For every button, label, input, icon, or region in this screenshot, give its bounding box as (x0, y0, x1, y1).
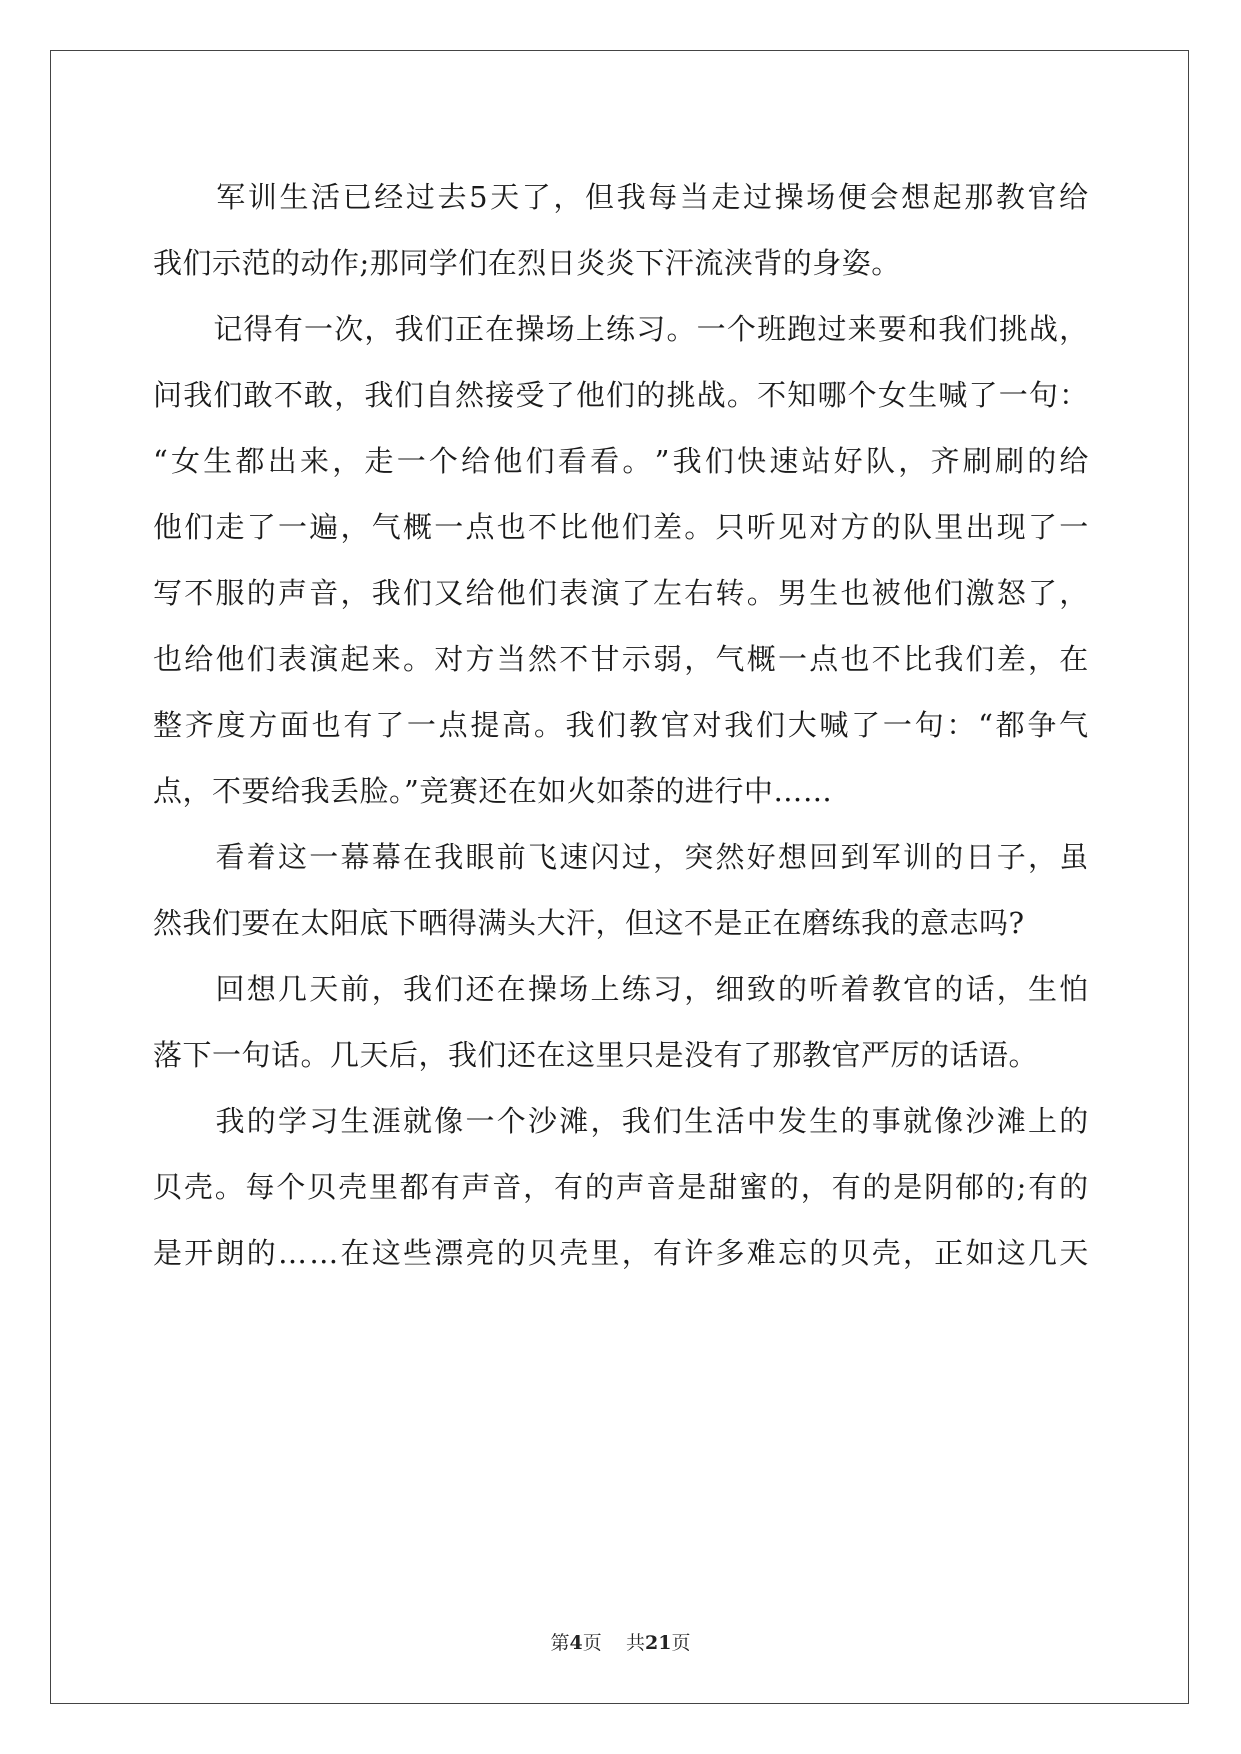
text-line: 贝 壳 。 每 个 贝 壳 里 都 有 声 音 ， 有 的 声 音 是 甜 蜜 的 ， 有 的 是 阴 郁 的 ; 有 的 (153, 1170, 1089, 1204)
page-footer (0, 1628, 1241, 1655)
text-line: 他 们 走 了 一 遍 ， 气 概 一 点 也 不 比 他 们 差 。 只 听 见 对 方 的 队 里 出 现 了 一 (153, 510, 1089, 544)
footer-page-unit: 页 (582, 1632, 602, 1654)
footer-total-prefix: 共 (625, 1632, 645, 1654)
text-line: 问 我 们 敢 不 敢 ， 我 们 自 然 接 受 了 他 们 的 挑 战 。 不 知 哪 个 女 生 喊 了 一 句 ： (153, 378, 1089, 412)
text-line: 回 想 几 天 前 ， 我 们 还 在 操 场 上 练 习 ， 细 致 的 听 着 教 官 的 话 ， 生 怕 (215, 972, 1089, 1006)
document-body (153, 164, 1089, 1286)
text-line: 军 训 生 活 已 经 过 去 5 天 了 ， 但 我 每 当 走 过 操 场 便 会 想 起 那 教 官 给 (216, 180, 1089, 214)
text-line: 我 的 学 习 生 涯 就 像 一 个 沙 滩 ， 我 们 生 活 中 发 生 的 事 就 像 沙 滩 上 的 (215, 1104, 1089, 1138)
text-line: 也 给 他 们 表 演 起 来 。 对 方 当 然 不 甘 示 弱 ， 气 概 一 点 也 不 比 我 们 差 ， 在 (153, 642, 1089, 676)
text-line: 点，不要给我丢脸。”竞赛还在如火如荼的进行中…… (153, 774, 833, 808)
text-line: 记 得 有 一 次 ， 我 们 正 在 操 场 上 练 习 。 一 个 班 跑 过 来 要 和 我 们 挑 战 ， (213, 312, 1089, 346)
text-line: 然我们要在太阳底下晒得满头大汗，但这不是正在磨练我的意志吗? (153, 906, 1025, 940)
footer-page-prefix: 第 (550, 1632, 570, 1654)
footer-total-unit: 页 (671, 1632, 691, 1654)
text-line: 写 不 服 的 声 音 ， 我 们 又 给 他 们 表 演 了 左 右 转 。 男 生 也 被 他 们 激 怒 了 ， (153, 576, 1089, 610)
footer-page-number: 4 (569, 1632, 583, 1654)
text-line: “ 女 生 都 出 来 ， 走 一 个 给 他 们 看 看 。 ” 我 们 快 速 站 好 队 ， 齐 刷 刷 的 给 (153, 444, 1089, 478)
text-line: 整 齐 度 方 面 也 有 了 一 点 提 高 。 我 们 教 官 对 我 们 大 喊 了 一 句 ： “ 都 争 气 (153, 708, 1089, 742)
text-line: 我们示范的动作;那同学们在烈日炎炎下汗流浃背的身姿。 (153, 246, 901, 280)
text-line: 是 开 朗 的 … … 在 这 些 漂 亮 的 贝 壳 里 ， 有 许 多 难 忘 的 贝 壳 ， 正 如 这 几 天 (153, 1236, 1089, 1270)
footer-total-pages: 21 (644, 1632, 672, 1654)
text-line: 落下一句话。几天后，我们还在这里只是没有了那教官严厉的话语。 (153, 1038, 1039, 1072)
text-line: 看 着 这 一 幕 幕 在 我 眼 前 飞 速 闪 过 ， 突 然 好 想 回 到 军 训 的 日 子 ， 虽 (215, 840, 1089, 874)
